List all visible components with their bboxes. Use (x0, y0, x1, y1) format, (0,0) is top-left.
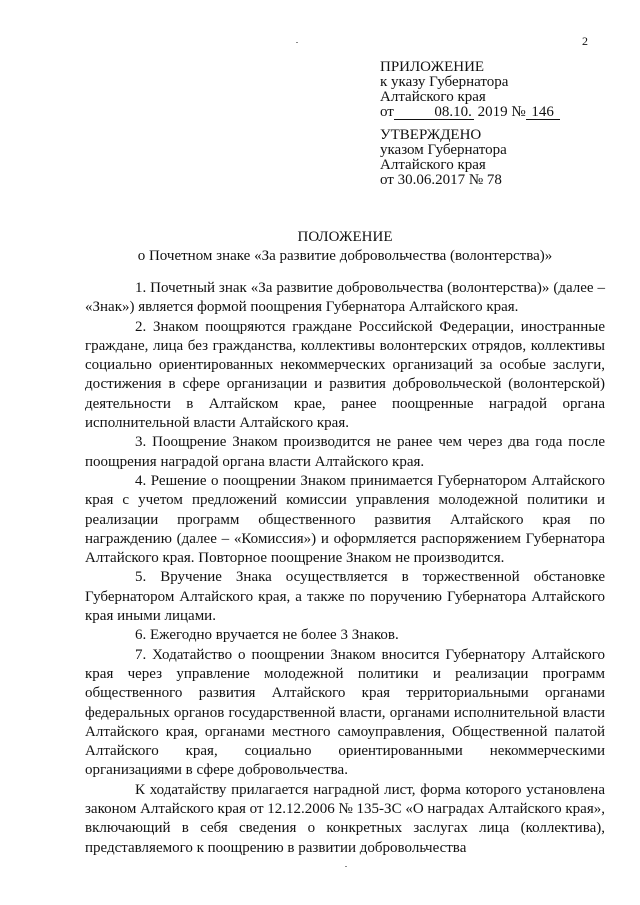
appendix-date-prefix: от (380, 104, 394, 120)
document-title: ПОЛОЖЕНИЕ (297, 229, 393, 245)
appendix-date-day-month: 08.10. (394, 105, 474, 120)
paragraph-7: 7. Ходатайство о поощрении Знаком вносится Губернатору Алтайского края через управление молодежной политики и реализации программ общественного развития Алтайского края территориальными органами федеральных органов государственной власти, органами исполнительной власти Алтайского края, органами местного самоуправления, Общественной палатой Алтайского края, социально ориентированными некоммерческими организациями в сфере добровольчества. (85, 646, 605, 779)
approved-block (380, 128, 610, 188)
scan-speck (296, 42, 298, 43)
paragraph-2: 2. Знаком поощряются граждане Российской Федерации, иностранные граждане, лица без гражданства, коллективы волонтерских отрядов, коллективы социально ориентированных некоммерческих организаций за особые заслуги, достижения в сфере организации и развития добровольческой (волонтерской) деятельности в Алтайском крае, ранее поощренные наградой органа исполнительной власти Алтайского края. (85, 318, 605, 432)
page-number: 2 (582, 34, 588, 48)
document-subtitle: о Почетном знаке «За развитие добровольчества (волонтерства)» (137, 248, 553, 264)
approved-line-1: указом Губернатора (380, 142, 507, 158)
appendix-block (380, 60, 610, 120)
approved-title: УТВЕРЖДЕНО (380, 127, 482, 143)
appendix-title: ПРИЛОЖЕНИЕ (380, 59, 485, 75)
paragraph-1: 1. Почетный знак «За развитие добровольчества (волонтерства)» (далее – «Знак») является формой поощрения Губернатора Алтайского края. (85, 280, 605, 316)
appendix-line-2: Алтайского края (380, 89, 486, 105)
document-title-block (85, 228, 605, 266)
paragraph-5: 5. Вручение Знака осуществляется в торжественной обстановке Губернатором Алтайского края, а также по поручению Губернатора Алтайского края иными лицами. (85, 569, 605, 625)
paragraph-3: 3. Поощрение Знаком производится не ранее чем через два года после поощрения наградой органа власти Алтайского края. (85, 434, 605, 470)
appendix-line-1: к указу Губернатора (380, 74, 509, 90)
approved-line-2: Алтайского края (380, 157, 486, 173)
approved-line-3: от 30.06.2017 № 78 (380, 172, 502, 188)
appendix-number-prefix: № (511, 104, 526, 120)
paragraph-6: 6. Ежегодно вручается не более 3 Знаков. (135, 627, 399, 644)
appendix-date-year: 2019 (477, 104, 508, 120)
appendix-date-line (380, 105, 610, 120)
scan-speck (345, 866, 347, 867)
paragraph-8: К ходатайству прилагается наградной лист, форма которого установлена законом Алтайского края от 12.12.2006 № 135-ЗС «О наградах Алтайского края», включающий в себя сведения о конкретных заслугах лица (коллектива), представляемого к поощрению в развитии добровольчества (85, 781, 605, 856)
document-body (85, 279, 605, 858)
paragraph-4: 4. Решение о поощрении Знаком принимается Губернатором Алтайского края с учетом предложений комиссии управления молодежной политики и реализации программ общественного развития Алтайского края по награждению (далее – «Комиссия») и оформляется распоряжением Губернатора Алтайского края. Повторное поощрение Знаком не производится. (85, 472, 605, 567)
appendix-number: 146 (526, 105, 560, 120)
